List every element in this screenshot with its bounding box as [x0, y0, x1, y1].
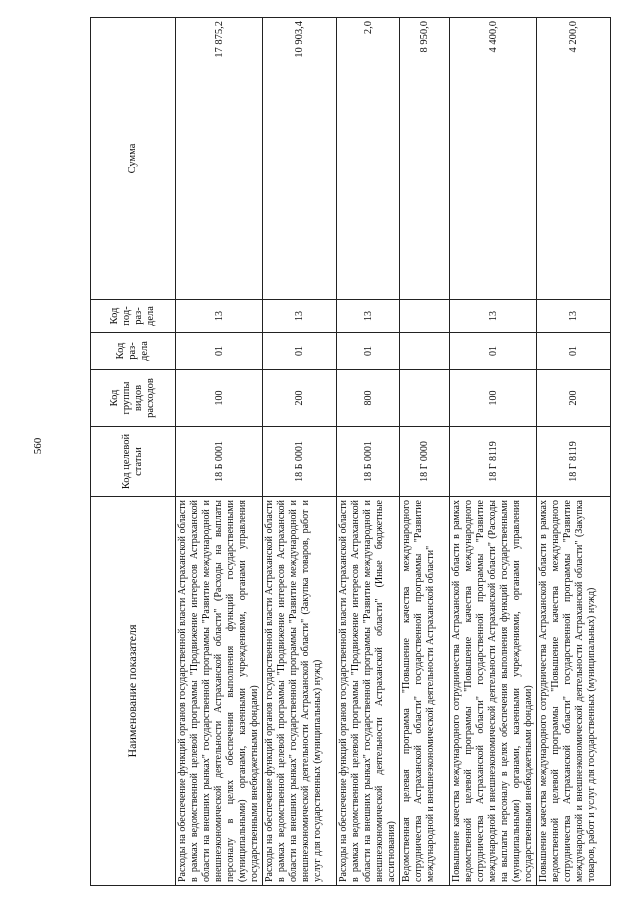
cell-expense-group: 100 [176, 370, 263, 427]
cell-expense-group: 100 [450, 370, 537, 427]
cell-subsection: 13 [537, 300, 611, 333]
cell-section [400, 333, 450, 370]
cell-amount: 2,0 [337, 18, 400, 300]
cell-section: 01 [537, 333, 611, 370]
cell-name: Повышение качества международного сотрудничества Астраханской области в рамках ведомственной целевой программы "Повышение качества международного сотрудничества Астраханской области" государственной программы "Развитие международной и внешнеэкономической деятельности Астраханской области" (Закупка товаров, работ и услуг для государственных (муниципальных) нужд) [537, 497, 611, 886]
table-row [263, 18, 337, 886]
budget-table [90, 17, 611, 886]
cell-expense-group [400, 370, 450, 427]
cell-name: Расходы на обеспечение функций органов государственной власти Астраханской области в рамках ведомственной целевой программы "Продвижение интересов Астраханской области на внешних рынках" государственной программы "Развитие международной и внешнеэкономической деятельности Астраханской области" (Расходы на выплаты персоналу в целях обеспечения выполнения функций государственными (муниципальными) органами, казенными учреждениями, органами управления государственными внебюджетными фондами) [176, 497, 263, 886]
cell-subsection [400, 300, 450, 333]
cell-section: 01 [450, 333, 537, 370]
cell-subsection: 13 [337, 300, 400, 333]
header-amount: Сумма [91, 18, 176, 300]
cell-amount: 4 400,0 [450, 18, 537, 300]
table-row [537, 18, 611, 886]
cell-amount: 4 200,0 [537, 18, 611, 300]
table-row [400, 18, 450, 886]
header-expense-group: Код группы видов расходов [91, 370, 176, 427]
cell-amount: 8 950,0 [400, 18, 450, 300]
cell-target-code: 18 Б 0001 [337, 427, 400, 497]
header-section: Код раз-дела [91, 333, 176, 370]
cell-subsection: 13 [176, 300, 263, 333]
cell-target-code: 18 Г 8119 [537, 427, 611, 497]
cell-name: Расходы на обеспечение функций органов государственной власти Астраханской области в рамках ведомственной целевой программы "Продвижение интересов Астраханской области на внешних рынках" государственной программы "Развитие международной и внешнеэкономической деятельности Астраханской области" (Иные бюджетные ассигнования) [337, 497, 400, 886]
cell-section: 01 [337, 333, 400, 370]
table-row [337, 18, 400, 886]
cell-expense-group: 800 [337, 370, 400, 427]
cell-section: 01 [263, 333, 337, 370]
table-row [176, 18, 263, 886]
cell-target-code: 18 Б 0001 [263, 427, 337, 497]
cell-section: 01 [176, 333, 263, 370]
cell-expense-group: 200 [537, 370, 611, 427]
cell-target-code: 18 Г 0000 [400, 427, 450, 497]
cell-amount: 17 875,2 [176, 18, 263, 300]
page-number: 560 [32, 437, 44, 455]
table-row [450, 18, 537, 886]
header-subsection: Код под-раз-дела [91, 300, 176, 333]
cell-name: Ведомственная целевая программа "Повышение качества международного сотрудничества Астраханской области" государственной программы "Развитие международной и внешнеэкономической деятельности Астраханской области" [400, 497, 450, 886]
cell-name: Расходы на обеспечение функций органов государственной власти Астраханской области в рамках ведомственной целевой программы "Продвижение интересов Астраханской области на внешних рынках" государственной программы "Развитие международной и внешнеэкономической деятельности Астраханской области" (Закупка товаров, работ и услуг для государственных (муниципальных) нужд) [263, 497, 337, 886]
header-target-code: Код целевой статьи [91, 427, 176, 497]
cell-target-code: 18 Б 0001 [176, 427, 263, 497]
cell-subsection: 13 [450, 300, 537, 333]
rotated-page [90, 18, 609, 886]
table-header-row [91, 18, 176, 886]
cell-amount: 10 903,4 [263, 18, 337, 300]
cell-expense-group: 200 [263, 370, 337, 427]
cell-name: Повышение качества международного сотрудничества Астраханской области в рамках ведомственной целевой программы "Повышение качества международного сотрудничества Астраханской области" государственной программы "Развитие международной и внешнеэкономической деятельности Астраханской области" (Расходы на выплаты персоналу в целях обеспечения выполнения функций государственными (муниципальными) органами, казенными учреждениями, органами управления государственными внебюджетными фондами) [450, 497, 537, 886]
cell-target-code: 18 Г 8119 [450, 427, 537, 497]
cell-subsection: 13 [263, 300, 337, 333]
header-name: Наименование показателя [91, 497, 176, 886]
